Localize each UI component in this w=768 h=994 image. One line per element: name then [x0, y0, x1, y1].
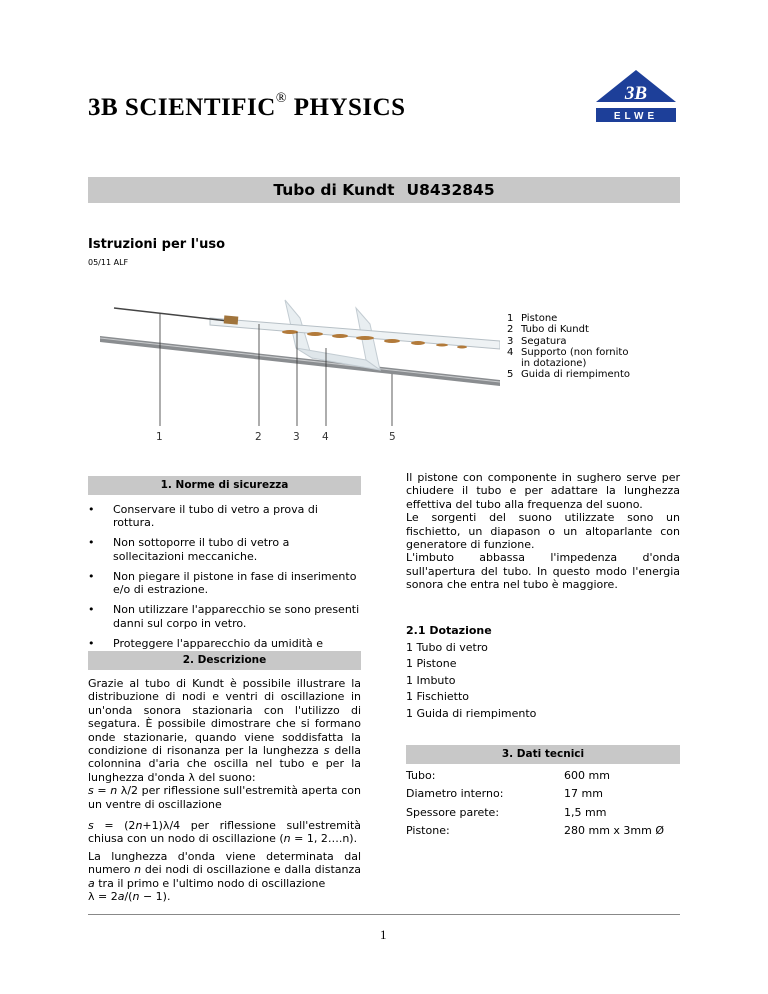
instructions-heading: Istruzioni per l'uso: [88, 237, 226, 252]
logo-text: 3B: [624, 83, 648, 104]
list-item: 1 Guida di riempimento: [406, 706, 537, 720]
spec-row: Tubo: 600 mm: [406, 769, 610, 782]
list-item: • Non utilizzare l'apparecchio se sono presenti danni sul corpo in vetro.: [88, 603, 361, 630]
description-text: [88, 677, 361, 904]
list-item: 1 Tubo di vetro: [406, 640, 488, 654]
logo-subtext: ELWE: [613, 111, 659, 122]
paragraph: L'imbuto abbassa l'impedenza d'onda sull'apertura del tubo. In questo modo l'energia sonora che entra nel tubo è maggiore.: [406, 551, 680, 592]
section-heading-specs: 3. Dati tecnici: [406, 745, 680, 764]
title-bar: [88, 177, 680, 203]
specs-table: [406, 767, 664, 840]
paragraph: Le sorgenti del suono utilizzate sono un fischietto, un diapason o un altoparlante con generatore di funzione.: [406, 511, 680, 552]
callout-2: 2: [255, 431, 262, 443]
legend-item: 4 Supporto (non fornito in dotazione): [507, 346, 629, 370]
spec-row: Diametro interno: 17 mm: [406, 787, 603, 801]
callout-3: 3: [293, 431, 300, 443]
list-item: 1 Fischietto: [406, 690, 470, 704]
section-heading-safety: 1. Norme di sicurezza: [88, 476, 361, 495]
piston-cork: [224, 315, 239, 324]
product-name: Tubo di Kundt: [273, 181, 395, 199]
paragraph: Il pistone con componente in sughero serve per chiudere il tubo e per adattare la lunghezza effettiva del tubo alla frequenza del suono.: [406, 471, 680, 511]
legend-item: 5 Guida di riempimento: [507, 369, 631, 381]
brand-title: 3B SCIENTIFIC® PHYSICS: [88, 90, 406, 121]
footer-divider: [88, 914, 680, 915]
formula-closed-end: s = (2n+1)λ/4 per riflessione sull'estremità chiusa con un nodo di oscillazione (n = 1, 2….n).: [88, 819, 361, 846]
formula-open-end: s = n λ/2 per riflessione sull'estremità aperta con un ventre di oscillazione: [88, 784, 361, 811]
legend-item: 1 Pistone: [507, 313, 558, 324]
3b-scientific-logo: [590, 68, 682, 128]
list-item: • Conservare il tubo di vetro a prova di rottura.: [88, 503, 361, 530]
legend-item: 3 Segatura: [507, 335, 567, 347]
piston-description: [406, 471, 680, 592]
product-code: U8432845: [406, 181, 495, 199]
wavelength-formula: λ = 2a/(n − 1).: [88, 890, 171, 904]
description-paragraph: Grazie al tubo di Kundt è possibile illustrare la distribuzione di nodi e ventri di oscillazione in un'onda sonora stazionaria con l'utilizzo di segatura. È possibile dimostrare che si formano onde stazionarie, quando viene soddisfatta la condizione di risonanza per la lunghezza s della colonnina d'aria che oscilla nel tubo e per la lunghezza d'onda λ del suono:: [88, 677, 361, 784]
list-item: 1 Pistone: [406, 657, 457, 671]
kundt-tube-photo: [100, 288, 500, 428]
supply-list: [406, 623, 680, 723]
callout-5: 5: [389, 431, 396, 443]
safety-list: [88, 503, 361, 670]
legend-item: 2 Tubo di Kundt: [507, 324, 589, 336]
subsection-heading: 2.1 Dotazione: [406, 624, 492, 637]
callout-4: 4: [322, 431, 329, 443]
revision-date: 05/11 ALF: [88, 258, 129, 267]
callout-1: 1: [156, 431, 163, 443]
spec-row: Pistone: 280 mm x 3mm Ø: [406, 823, 665, 837]
list-item: • Proteggere l'apparecchio da umidità e: [88, 637, 361, 664]
list-item: • Non sottoporre il tubo di vetro a sollecitazioni meccaniche.: [88, 536, 361, 563]
list-item: • Non piegare il pistone in fase di inserimento e/o di estrazione.: [88, 570, 361, 597]
section-heading-description: 2. Descrizione: [88, 651, 361, 670]
page-number: 1: [380, 927, 387, 942]
wavelength-paragraph: La lunghezza d'onda viene determinata dal numero n dei nodi di oscillazione e dalla distanza a tra il primo e l'ultimo nodo di oscillazione: [88, 849, 361, 890]
list-item: 1 Imbuto: [406, 673, 456, 687]
spec-row: Spessore parete: 1,5 mm: [406, 805, 607, 819]
parts-legend: [507, 313, 671, 381]
